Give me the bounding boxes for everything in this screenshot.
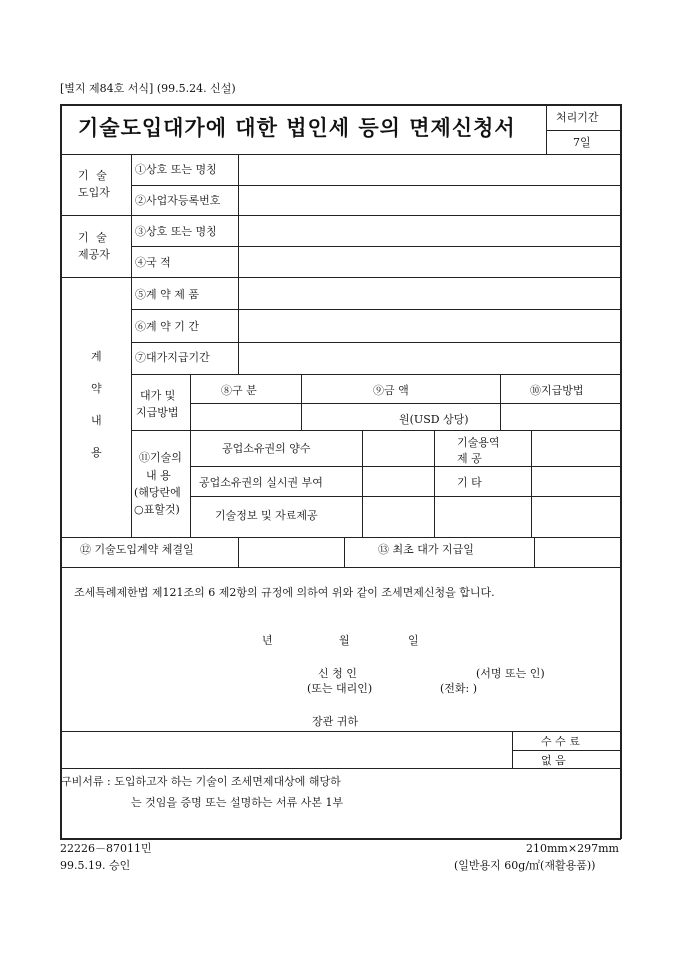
tech-item-divider: [362, 430, 363, 538]
amount-unit-text: 원(USD 상당): [399, 413, 469, 426]
rule-introducer-mid: [131, 185, 621, 186]
date-year: 년: [262, 634, 273, 647]
footer-paper: (일반용지 60g/㎡(재활용품)): [454, 859, 596, 872]
contract-date-divider: [238, 537, 239, 568]
rule-introducer-bottom: [60, 215, 621, 216]
rule-provider-mid: [131, 246, 621, 247]
contract-date-label: ⑫ 기술도입계약 체결일: [80, 543, 194, 556]
fee-label: 수 수 료: [541, 735, 580, 748]
documents-line2: 는 것임을 증명 또는 설명하는 서류 사본 1부: [131, 796, 344, 809]
date-month: 월: [339, 634, 350, 647]
applicant-agent: (또는 대리인): [307, 682, 373, 695]
label-column-divider: [131, 154, 132, 538]
introducer-name-label: ①상호 또는 명칭: [135, 163, 217, 176]
form-number-note: [별지 제84호 서식] (99.5.24. 신설): [60, 82, 236, 95]
processing-period-label: 처리기간: [556, 111, 599, 124]
applicant-label: 신 청 인: [318, 667, 357, 680]
rule-tech-row2: [190, 496, 621, 497]
tech-mark-divider: [434, 430, 435, 538]
tech-right-divider: [531, 430, 532, 538]
contract-group-char3: 내: [91, 414, 102, 427]
footer-size: 210mm×297mm: [526, 842, 619, 855]
payment-period-label: ⑦대가지급기간: [135, 351, 210, 364]
tech-label-line2: 내 용: [146, 469, 171, 482]
rule-dates-bottom: [60, 567, 621, 568]
tech-label-line1: ⑪기술의: [139, 451, 182, 464]
payment-label-line1: 대가 및: [140, 389, 176, 402]
rule-tech-row1: [190, 466, 621, 467]
contract-product-label: ⑤계 약 제 품: [135, 288, 199, 301]
tech-right-service-line1: 기술용역: [457, 436, 500, 449]
frame-bottom: [60, 838, 621, 840]
declaration-text: 조세특례제한법 제121조의 6 제2항의 규정에 의하여 위와 같이 조세면제신청을 합니다.: [74, 586, 495, 599]
rule-provider-bottom: [60, 277, 621, 278]
col-type-header: ⑧구 분: [221, 384, 257, 397]
tech-label-line3: (해당란에: [134, 486, 181, 499]
tech-item-info: 기술정보 및 자료제공: [215, 509, 318, 522]
fee-value: 없 음: [541, 754, 566, 767]
rule-payment-bottom: [131, 430, 621, 431]
applicant-sign: (서명 또는 인): [476, 667, 545, 680]
contract-period-label: ⑥계 약 기 간: [135, 320, 199, 333]
first-payment-divider: [534, 537, 535, 568]
documents-line1: 구비서류 : 도입하고자 하는 기술이 조세면제대상에 해당하: [61, 775, 341, 788]
tech-label-line4: ○표할것): [134, 503, 180, 516]
provider-name-label: ③상호 또는 명칭: [135, 225, 217, 238]
frame-top: [60, 104, 621, 106]
tech-right-service-line2: 제 공: [457, 452, 482, 465]
tech-right-other: 기 타: [457, 476, 482, 489]
title-bottom-line: [60, 154, 621, 155]
form-title: 기술도입대가에 대한 법인세 등의 면제신청서: [78, 115, 516, 140]
introducer-group-line2: 도입자: [78, 186, 110, 199]
contract-group-char1: 계: [91, 350, 102, 363]
tech-item-transfer: 공업소유권의 양수: [222, 442, 311, 455]
processing-mid-line: [546, 130, 621, 131]
col-amount-header: ⑨금 액: [373, 384, 409, 397]
first-payment-label: ⑬ 최초 대가 지급일: [378, 543, 474, 556]
provider-group-line1: 기 술: [78, 231, 109, 244]
rule-fee-bottom: [60, 768, 621, 769]
introducer-group-line1: 기 술: [78, 169, 109, 182]
rule-payment-period-bottom: [131, 374, 621, 375]
tech-label-divider: [190, 430, 191, 538]
provider-group-line2: 제공자: [78, 248, 110, 261]
processing-period-value: 7일: [573, 136, 591, 149]
recipient: 장관 귀하: [312, 715, 359, 728]
footer-code: 22226－87011민: [60, 842, 152, 855]
col-method-header: ⑩지급방법: [530, 384, 584, 397]
contract-group-char2: 약: [91, 382, 102, 395]
date-day: 일: [408, 634, 419, 647]
contract-date-value-divider: [344, 537, 345, 568]
rule-product-bottom: [131, 309, 621, 310]
rule-period-bottom: [131, 342, 621, 343]
footer-approval: 99.5.19. 승인: [60, 859, 131, 872]
provider-country-label: ④국 적: [135, 256, 171, 269]
applicant-phone: (전화: ): [440, 682, 478, 695]
rule-payment-header-bottom: [190, 403, 621, 404]
tech-item-license: 공업소유권의 실시권 부여: [199, 476, 323, 489]
introducer-regno-label: ②사업자등록번호: [135, 194, 221, 207]
rule-declaration-bottom: [60, 731, 621, 732]
rule-contract-bottom: [60, 537, 621, 538]
fee-box-mid-line: [512, 750, 621, 751]
payment-label-line2: 지급방법: [136, 406, 179, 419]
contract-group-char4: 용: [91, 446, 102, 459]
